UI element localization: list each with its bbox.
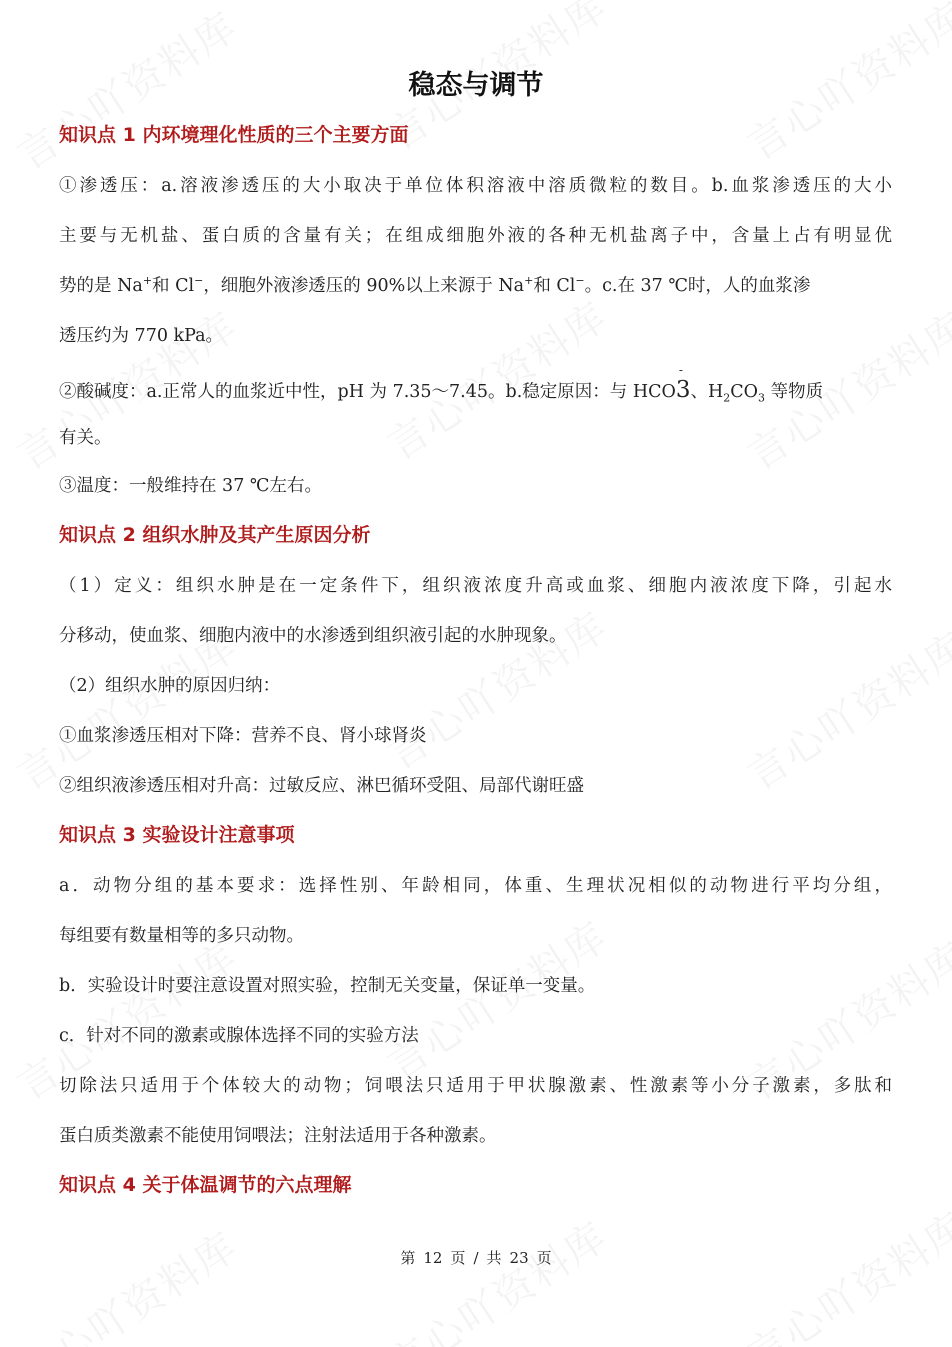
text-run: 势的是 Na — [59, 276, 143, 296]
overbar: - — [678, 363, 683, 377]
text-run: 、H — [690, 382, 724, 402]
text-run: 和 Cl — [533, 276, 576, 296]
paragraph-line: 有关。 — [59, 428, 112, 448]
big-three: 3 — [675, 377, 691, 403]
paragraph-line: 每组要有数量相等的多只动物。 — [59, 926, 304, 946]
text-run: ②酸碱度：a.正常人的血浆近中性，pH 为 7.35～7.45。b.稳定原因：与 HCO — [59, 382, 676, 402]
paragraph-line: 切除法只适用于个体较大的动物；饲喂法只适用于甲状腺激素、性激素等小分子激素，多肽和 — [59, 1076, 892, 1096]
footer-total-word: 共 — [486, 1249, 502, 1267]
paragraph-line — [59, 363, 824, 405]
footer-separator: / — [473, 1249, 479, 1267]
paragraph-line: b．实验设计时要注意设置对照实验，控制无关变量，保证单一变量。 — [59, 976, 596, 996]
paragraph-line: ②组织液渗透压相对升高：过敏反应、淋巴循环受阻、局部代谢旺盛 — [59, 776, 584, 796]
superscript: − — [575, 274, 585, 288]
paragraph-line: （2）组织水肿的原因归纳： — [59, 676, 281, 696]
total-pages: 23 — [509, 1249, 529, 1267]
paragraph-line: ③温度：一般维持在 37 ℃左右。 — [59, 476, 322, 496]
text-run: 和 Cl — [152, 276, 195, 296]
footer-prefix: 第 — [400, 1249, 416, 1267]
paragraph-line: 蛋白质类激素不能使用饲喂法；注射法适用于各种激素。 — [59, 1126, 497, 1146]
page-title: 稳态与调节 — [408, 70, 544, 101]
paragraph-line: ①血浆渗透压相对下降：营养不良、肾小球肾炎 — [59, 726, 427, 746]
paragraph-line: 主要与无机盐、蛋白质的含量有关；在组成细胞外液的各种无机盐离子中，含量上占有明显优 — [59, 226, 892, 246]
paragraph-line: a．动物分组的基本要求：选择性别、年龄相同，体重、生理状况相似的动物进行平均分组， — [59, 876, 892, 896]
text-run: CO — [730, 382, 758, 402]
bicarbonate-three — [675, 363, 691, 403]
footer-page-word: 页 — [450, 1249, 466, 1267]
text-run: 。c.在 37 ℃时，人的血浆渗 — [584, 276, 811, 296]
section-heading-2: 知识点 2 组织水肿及其产生原因分析 — [59, 524, 371, 546]
section-heading-1: 知识点 1 内环境理化性质的三个主要方面 — [59, 124, 409, 146]
paragraph-line: 透压约为 770 kPa。 — [59, 326, 224, 346]
superscript: + — [142, 274, 153, 288]
paragraph-line: ①渗透压：a.溶液渗透压的大小取决于单位体积溶液中溶质微粒的数目。b.血浆渗透压的大小 — [59, 176, 892, 196]
footer-suffix: 页 — [536, 1249, 552, 1267]
subscript: 2 — [723, 391, 731, 405]
paragraph-line: （1）定义：组织水肿是在一定条件下，组织液浓度升高或血浆、细胞内液浓度下降，引起水 — [59, 576, 892, 596]
paragraph-line — [59, 272, 810, 297]
text-run: ，细胞外液渗透压的 90%以上来源于 Na — [203, 276, 525, 296]
text-run: 等物质 — [765, 382, 824, 402]
section-heading-4: 知识点 4 关于体温调节的六点理解 — [59, 1174, 352, 1196]
paragraph-line: c．针对不同的激素或腺体选择不同的实验方法 — [59, 1026, 419, 1046]
section-heading-3: 知识点 3 实验设计注意事项 — [59, 824, 295, 846]
paragraph-line: 分移动，使血浆、细胞内液中的水渗透到组织液引起的水肿现象。 — [59, 626, 567, 646]
superscript: − — [194, 274, 204, 288]
subscript: 3 — [758, 391, 765, 405]
superscript: + — [524, 274, 534, 288]
page-number: 12 — [423, 1249, 443, 1267]
page-footer — [0, 1247, 952, 1268]
